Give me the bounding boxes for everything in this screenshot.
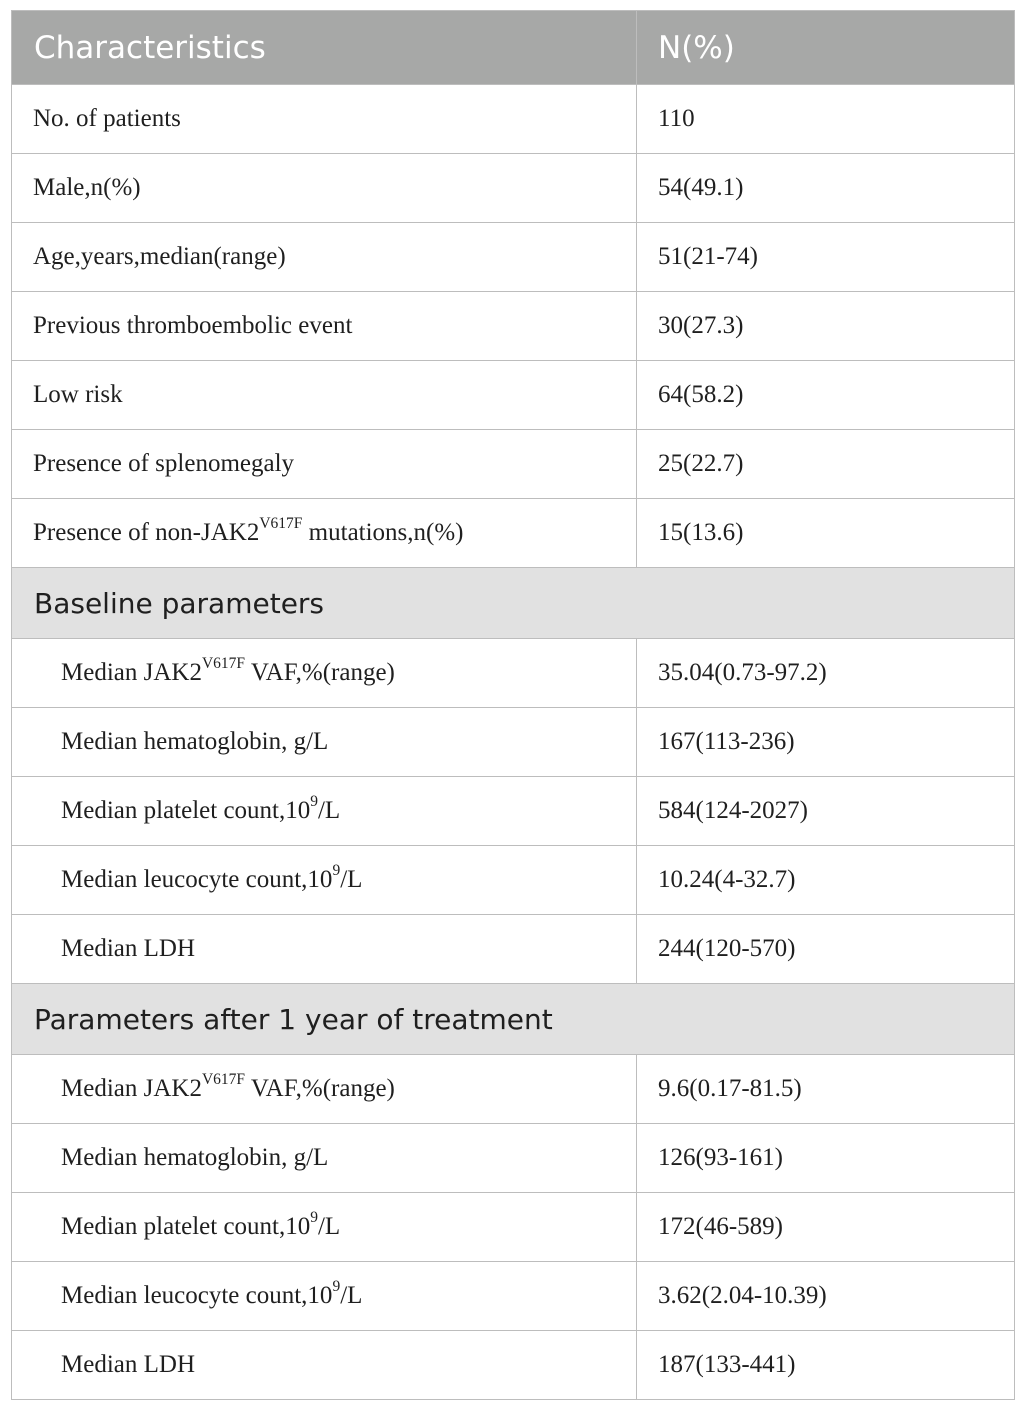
label-text: /L [317, 1213, 341, 1240]
row-value: 54(49.1) [637, 154, 1015, 223]
label-text: Median leucocyte count,10 [61, 1282, 333, 1309]
row-value: 110 [637, 85, 1015, 154]
row-label: Previous thromboembolic event [12, 292, 637, 361]
row-value: 9.6(0.17-81.5) [637, 1055, 1015, 1124]
row-label: Presence of splenomegaly [12, 430, 637, 499]
row-value: 187(133-441) [637, 1331, 1015, 1400]
row-label [12, 1262, 637, 1331]
label-text: mutations,n(%) [302, 519, 464, 546]
table-row [12, 223, 1015, 292]
table-row [12, 361, 1015, 430]
row-label [12, 499, 637, 568]
label-text: /L [317, 797, 341, 824]
section-title-after-treatment: Parameters after 1 year of treatment [12, 984, 1015, 1055]
section-header-row [12, 984, 1015, 1055]
row-label [12, 639, 637, 708]
table-row [12, 708, 1015, 777]
row-value: 10.24(4-32.7) [637, 846, 1015, 915]
table-row [12, 1124, 1015, 1193]
section-header-row [12, 568, 1015, 639]
table-row [12, 154, 1015, 223]
table-row [12, 1331, 1015, 1400]
row-label [12, 1193, 637, 1262]
row-label: No. of patients [12, 85, 637, 154]
label-text: Median JAK2 [61, 659, 202, 686]
table-row [12, 915, 1015, 984]
row-label: Age,years,median(range) [12, 223, 637, 292]
table-row [12, 1193, 1015, 1262]
table-row [12, 777, 1015, 846]
row-label [12, 1055, 637, 1124]
label-superscript: 9 [310, 1209, 318, 1227]
label-superscript: 9 [310, 793, 318, 811]
row-label: Median hematoglobin, g/L [12, 1124, 637, 1193]
table-row [12, 430, 1015, 499]
row-value: 35.04(0.73-97.2) [637, 639, 1015, 708]
row-value: 25(22.7) [637, 430, 1015, 499]
label-superscript: V617F [201, 655, 246, 673]
row-value: 584(124-2027) [637, 777, 1015, 846]
row-value: 30(27.3) [637, 292, 1015, 361]
table-row [12, 846, 1015, 915]
row-label: Median LDH [12, 1331, 637, 1400]
label-text: VAF,%(range) [245, 1075, 395, 1102]
label-text: Median JAK2 [61, 1075, 202, 1102]
label-text: Median platelet count,10 [61, 1213, 311, 1240]
label-text: /L [340, 866, 363, 893]
header-n-percent: N(%) [637, 11, 1015, 85]
table-row [12, 1262, 1015, 1331]
row-value: 172(46-589) [637, 1193, 1015, 1262]
table-row [12, 499, 1015, 568]
row-label [12, 777, 637, 846]
label-superscript: V617F [201, 1071, 246, 1089]
table-row [12, 639, 1015, 708]
row-value: 126(93-161) [637, 1124, 1015, 1193]
label-text: Median leucocyte count,10 [61, 866, 333, 893]
row-label: Male,n(%) [12, 154, 637, 223]
row-value: 15(13.6) [637, 499, 1015, 568]
header-row [12, 11, 1015, 85]
table-row [12, 1055, 1015, 1124]
row-value: 167(113-236) [637, 708, 1015, 777]
row-value: 244(120-570) [637, 915, 1015, 984]
label-superscript: V617F [259, 515, 303, 533]
row-value: 3.62(2.04-10.39) [637, 1262, 1015, 1331]
table-row [12, 292, 1015, 361]
row-label: Median hematoglobin, g/L [12, 708, 637, 777]
row-label [12, 846, 637, 915]
row-value: 64(58.2) [637, 361, 1015, 430]
label-text: Presence of non-JAK2 [33, 519, 260, 546]
label-superscript: 9 [332, 1278, 341, 1296]
row-label: Median LDH [12, 915, 637, 984]
characteristics-table [11, 10, 1015, 1400]
label-text: /L [340, 1282, 363, 1309]
table-row [12, 85, 1015, 154]
label-text: Median platelet count,10 [61, 797, 311, 824]
row-label: Low risk [12, 361, 637, 430]
label-text: VAF,%(range) [245, 659, 395, 686]
label-superscript: 9 [332, 862, 341, 880]
row-value: 51(21-74) [637, 223, 1015, 292]
header-characteristics: Characteristics [12, 11, 637, 85]
section-title-baseline: Baseline parameters [12, 568, 1015, 639]
